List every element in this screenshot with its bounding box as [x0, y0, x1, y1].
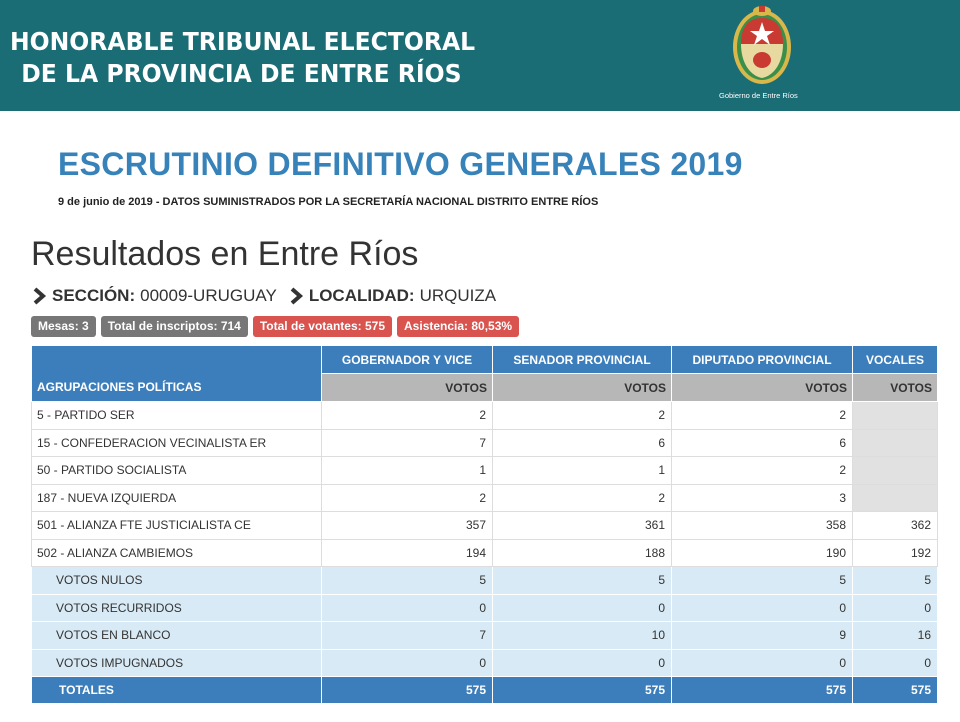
locality-label: LOCALIDAD:	[308, 286, 415, 305]
vote-cell: 0	[322, 594, 493, 622]
vote-cell: 1	[322, 457, 493, 485]
votos-subheader: VOTOS	[672, 374, 853, 402]
site-header	[0, 0, 960, 111]
vote-cell: 5	[853, 567, 938, 595]
vote-cell: 192	[853, 539, 938, 567]
vote-cell: 188	[493, 539, 672, 567]
category-header: DIPUTADO PROVINCIAL	[672, 346, 853, 374]
vote-cell: 7	[322, 622, 493, 650]
empty-vote-cell	[853, 429, 938, 457]
table-row	[32, 457, 938, 485]
tribunal-title	[10, 26, 475, 90]
vote-cell: 16	[853, 622, 938, 650]
special-votes-name: VOTOS NULOS	[32, 567, 322, 595]
summary-badges	[31, 316, 519, 337]
special-votes-name: VOTOS EN BLANCO	[32, 622, 322, 650]
vote-cell: 0	[322, 649, 493, 677]
vote-cell: 9	[672, 622, 853, 650]
results-table	[31, 345, 938, 704]
vote-cell: 2	[322, 484, 493, 512]
votos-subheader: VOTOS	[322, 374, 493, 402]
special-votes-row	[32, 649, 938, 677]
totals-row	[32, 677, 938, 704]
votos-subheader: VOTOS	[493, 374, 672, 402]
vote-cell: 194	[322, 539, 493, 567]
special-votes-name: VOTOS RECURRIDOS	[32, 594, 322, 622]
vote-cell: 6	[672, 429, 853, 457]
table-row	[32, 402, 938, 430]
special-votes-row	[32, 567, 938, 595]
results-heading: Resultados en Entre Ríos	[31, 235, 419, 273]
party-name: 501 - ALIANZA FTE JUSTICIALISTA CE	[32, 512, 322, 540]
special-votes-row	[32, 622, 938, 650]
chevron-right-icon	[289, 286, 305, 306]
party-name: 5 - PARTIDO SER	[32, 402, 322, 430]
table-row	[32, 429, 938, 457]
party-name: 187 - NUEVA IZQUIERDA	[32, 484, 322, 512]
locality-value: URQUIZA	[419, 286, 497, 305]
category-header: VOCALES	[853, 346, 938, 374]
vote-cell: 10	[493, 622, 672, 650]
total-cell: 575	[493, 677, 672, 704]
tribunal-title-line1: HONORABLE TRIBUNAL ELECTORAL	[10, 27, 476, 56]
vote-cell: 190	[672, 539, 853, 567]
total-cell: 575	[322, 677, 493, 704]
votos-subheader: VOTOS	[853, 374, 938, 402]
mesas-badge: Mesas: 3	[31, 316, 96, 337]
party-name: 502 - ALIANZA CAMBIEMOS	[32, 539, 322, 567]
vote-cell: 358	[672, 512, 853, 540]
special-votes-name: VOTOS IMPUGNADOS	[32, 649, 322, 677]
special-votes-row	[32, 594, 938, 622]
vote-cell: 6	[493, 429, 672, 457]
vote-cell: 362	[853, 512, 938, 540]
party-name: 50 - PARTIDO SOCIALISTA	[32, 457, 322, 485]
empty-vote-cell	[853, 457, 938, 485]
party-name: 15 - CONFEDERACION VECINALISTA ER	[32, 429, 322, 457]
vote-cell: 2	[493, 402, 672, 430]
page-subtitle: 9 de junio de 2019 - DATOS SUMINISTRADOS POR LA SECRETARÍA NACIONAL DISTRITO ENTRE RÍOS	[58, 196, 599, 208]
vote-cell: 5	[322, 567, 493, 595]
vote-cell: 7	[322, 429, 493, 457]
asistencia-badge: Asistencia: 80,53%	[397, 316, 519, 337]
total-cell: 575	[853, 677, 938, 704]
tribunal-title-line2: DE LA PROVINCIA DE ENTRE RÍOS	[21, 59, 462, 88]
vote-cell: 361	[493, 512, 672, 540]
vote-cell: 5	[493, 567, 672, 595]
chevron-right-icon	[32, 286, 48, 306]
vote-cell: 0	[493, 594, 672, 622]
category-header: SENADOR PROVINCIAL	[493, 346, 672, 374]
category-header: GOBERNADOR Y VICE	[322, 346, 493, 374]
votantes-badge: Total de votantes: 575	[253, 316, 392, 337]
page-title: ESCRUTINIO DEFINITIVO GENERALES 2019	[58, 146, 743, 182]
group-header: AGRUPACIONES POLÍTICAS	[32, 346, 322, 402]
section-value: 00009-URUGUAY	[140, 286, 277, 305]
table-row	[32, 512, 938, 540]
vote-cell: 0	[853, 649, 938, 677]
vote-cell: 2	[672, 457, 853, 485]
location-line	[32, 285, 508, 307]
table-row	[32, 539, 938, 567]
vote-cell: 3	[672, 484, 853, 512]
vote-cell: 0	[493, 649, 672, 677]
totals-label: TOTALES	[32, 677, 322, 704]
inscriptos-badge: Total de inscriptos: 714	[101, 316, 248, 337]
vote-cell: 2	[493, 484, 672, 512]
empty-vote-cell	[853, 402, 938, 430]
vote-cell: 1	[493, 457, 672, 485]
empty-vote-cell	[853, 484, 938, 512]
vote-cell: 2	[672, 402, 853, 430]
vote-cell: 0	[672, 649, 853, 677]
vote-cell: 0	[853, 594, 938, 622]
gobierno-entre-rios-logo-text: Gobierno de Entre Ríos	[719, 91, 798, 100]
vote-cell: 2	[322, 402, 493, 430]
vote-cell: 5	[672, 567, 853, 595]
table-row	[32, 484, 938, 512]
total-cell: 575	[672, 677, 853, 704]
vote-cell: 357	[322, 512, 493, 540]
vote-cell: 0	[672, 594, 853, 622]
coat-of-arms-icon	[731, 4, 793, 86]
section-label: SECCIÓN:	[52, 286, 136, 305]
